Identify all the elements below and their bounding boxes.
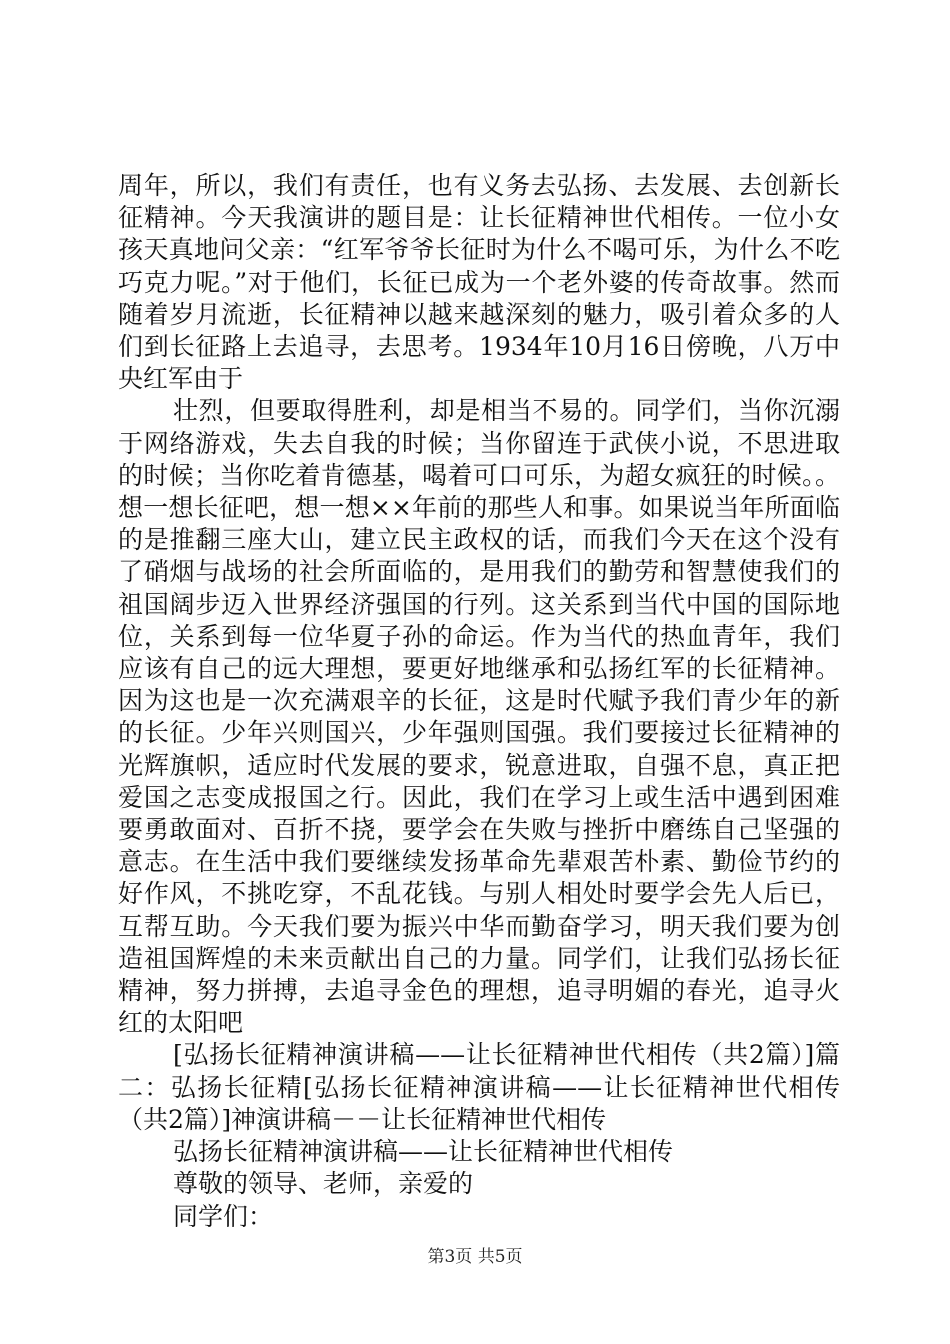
speech-title: 弘扬长征精神演讲稿——让长征精神世代相传 bbox=[173, 1137, 674, 1167]
salutation-line-1: 尊敬的领导、老师，亲爱的 bbox=[173, 1169, 474, 1199]
body-paragraph-1: 周年，所以，我们有责任，也有义务去弘扬、去发展、去创新长征精神。今天我演讲的题目是：让长征精神世代相传。一位小女孩天真地问父亲：“红军爷爷长征时为什么不喝可乐，为什么不吃巧克力呢。”对于他们，长征已成为一个老外婆的传奇故事。然而随着岁月流逝，长征精神以越来越深刻的魅力，吸引着众多的人们到长征路上去追寻，去思考。1934年10月16日傍晚，八万中央红军由于 bbox=[118, 171, 840, 394]
salutation-line-2: 同学们： bbox=[173, 1201, 274, 1231]
document-body bbox=[118, 170, 840, 1233]
page-number-footer: 第3页 共5页 bbox=[427, 1247, 523, 1267]
body-paragraph-2: 壮烈，但要取得胜利，却是相当不易的。同学们，当你沉溺于网络游戏，失去自我的时候；当你留连于武侠小说，不思进取的时候；当你吃着肯德基，喝着可口可乐，为超女疯狂的时候。。想一想长征吧，想一想××年前的那些人和事。如果说当年所面临的是推翻三座大山，建立民主政权的话，而我们今天在这个没有了硝烟与战场的社会所面临的，是用我们的勤劳和智慧使我们的祖国阔步迈入世界经济强国的行列。这关系到当代中国的国际地位，关系到每一位华夏子孙的命运。作为当代的热血青年，我们应该有自己的远大理想，要更好地继承和弘扬红军的长征精神。因为这也是一次充满艰辛的长征，这是时代赋予我们青少年的新的长征。少年兴则国兴，少年强则国强。我们要接过长征精神的光辉旗帜，适应时代发展的要求，锐意进取，自强不息，真正把爱国之志变成报国之行。因此，我们在学习上或生活中遇到困难要勇敢面对、百折不挠，要学会在失败与挫折中磨练自己坚强的意志。在生活中我们要继续发扬革命先辈艰苦朴素、勤俭节约的好作风，不挑吃穿，不乱花钱。与别人相处时要学会先人后已，互帮互助。今天我们要为振兴中华而勤奋学习，明天我们要为创造祖国辉煌的未来贡献出自己的力量。同学们，让我们弘扬长征精神，努力拼搏，去追寻金色的理想，追寻明媚的春光，追寻火红的太阳吧 bbox=[118, 396, 840, 1038]
body-paragraph-3: [弘扬长征精神演讲稿——让长征精神世代相传（共2篇）]篇二：弘扬长征精[弘扬长征精神演讲稿——让长征精神世代相传（共2篇）]神演讲稿－－让长征精神世代相传 bbox=[118, 1040, 840, 1134]
